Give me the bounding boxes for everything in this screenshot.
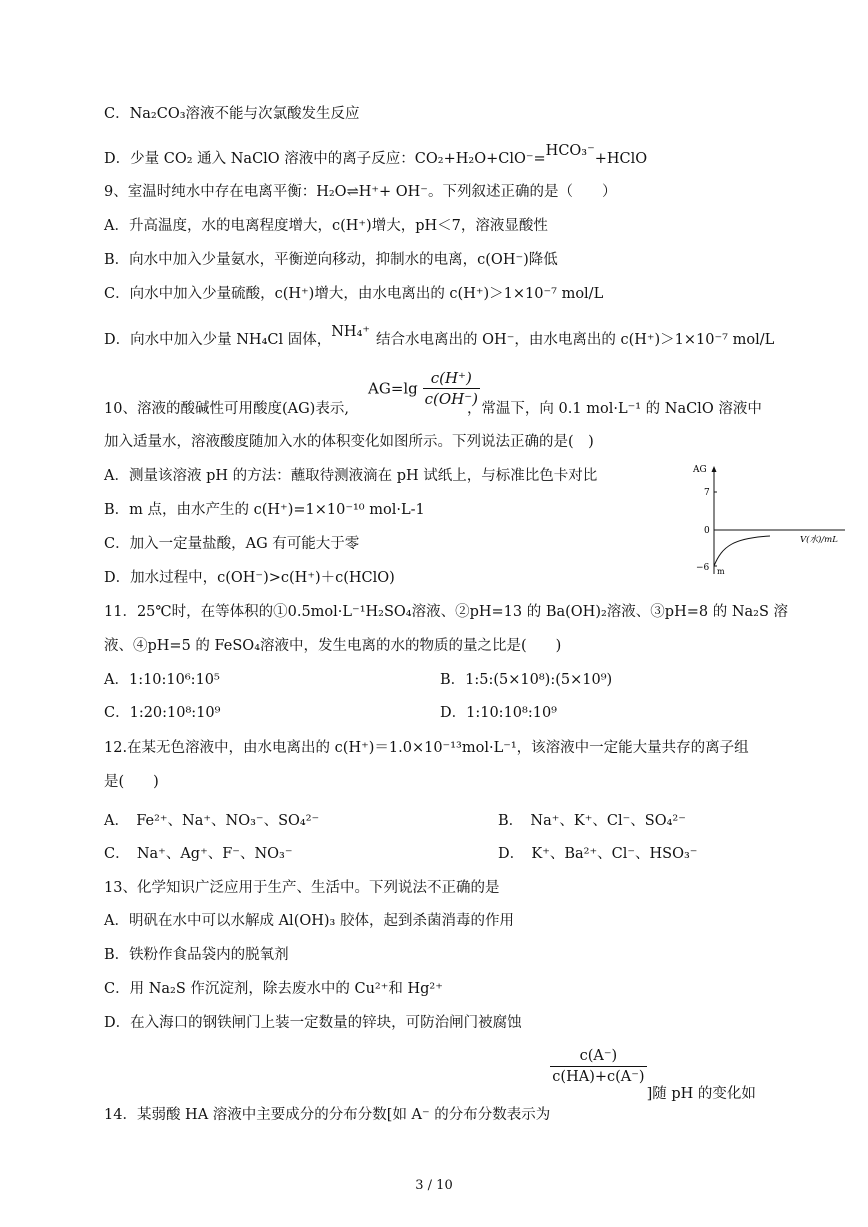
y-tick-label-neg6: −6: [696, 563, 710, 573]
question-10-line1: [104, 399, 762, 419]
option-8d: [104, 143, 648, 169]
question-9-option-c: C．向水中加入少量硫酸，c(H⁺)增大，由水电离出的 c(H⁺)＞1×10⁻⁷ mol/L: [104, 286, 604, 302]
question-13-option-b: B．铁粉作食品袋内的脱氧剂: [104, 947, 289, 963]
question-12-line2: 是( ): [104, 774, 159, 790]
question-10-line2: 加入适量水，溶液酸度随加入水的体积变化如图所示。下列说法正确的是( ): [104, 434, 594, 450]
question-10-option-a: A．测量该溶液 pH 的方法：蘸取待测液滴在 pH 试纸上，与标准比色卡对比: [104, 468, 598, 484]
y-tick-label-7: 7: [704, 488, 710, 498]
ag-numerator: c(H⁺): [423, 368, 480, 389]
question-10-option-c: C．加入一定量盐酸，AG 有可能大于零: [104, 536, 360, 552]
question-12-option-d: D． K⁺、Ba²⁺、Cl⁻、HSO₃⁻: [498, 846, 698, 862]
point-m-label: m: [717, 567, 725, 576]
question-12-option-c: C． Na⁺、Ag⁺、F⁻、NO₃⁻: [104, 846, 293, 862]
question-12-option-b: B． Na⁺、K⁺、Cl⁻、SO₄²⁻: [498, 813, 686, 829]
question-13-option-d: D．在入海口的钢铁闸门上装一定数量的锌块，可防治闸门被腐蚀: [104, 1015, 522, 1031]
question-9-option-a: A．升高温度，水的电离程度增大，c(H⁺)增大，pH＜7，溶液显酸性: [104, 218, 548, 234]
question-9-option-d-b: 结合水电离出的 OH⁻，由水电离出的 c(H⁺)＞1×10⁻⁷ mol/L: [376, 332, 775, 348]
distribution-denominator: c(HA)+c(A⁻): [552, 1069, 645, 1085]
question-11-option-a: A．1:10:10⁶:10⁵: [104, 672, 220, 688]
question-11-option-d: D．1:10:10⁸:10⁹: [440, 705, 557, 721]
ag-denominator: c(OH⁻): [424, 390, 478, 408]
option-8d-text: D．少量 CO₂ 通入 NaClO 溶液中的离子反应：CO₂+H₂O+ClO⁻=: [104, 151, 546, 167]
question-14: [104, 1046, 756, 1123]
question-13: 13、化学知识广泛应用于生产、生活中。下列说法不正确的是: [104, 880, 500, 896]
distribution-fraction: [550, 1046, 646, 1087]
question-9: 9、室温时纯水中存在电离平衡：H₂O⇌H⁺+ OH⁻。下列叙述正确的是（ ）: [104, 184, 617, 200]
question-9-option-d-a: D．向水中加入少量 NH₄Cl 固体，: [104, 332, 332, 348]
question-14-tail: ]随 pH 的变化如: [646, 1086, 756, 1102]
ag-volume-figure: [690, 462, 855, 587]
question-10-option-b: B．m 点，由水产生的 c(H⁺)=1×10⁻¹⁰ mol·L-1: [104, 502, 425, 518]
x-axis-label: V(水)/mL: [800, 535, 838, 545]
question-12-line1: 12.在某无色溶液中，由水电离出的 c(H⁺)＝1.0×10⁻¹³mol·L⁻¹，该溶液中一定能大量共存的离子组: [104, 740, 749, 756]
page-number: 3 / 10: [415, 1178, 453, 1193]
option-8d-tail: +HClO: [594, 151, 648, 167]
question-10-option-d: D．加水过程中，c(OH⁻)>c(H⁺)＋c(HClO): [104, 570, 395, 586]
y-axis-label: AG: [693, 465, 707, 475]
option-9c-prev: C．Na₂CO₃溶液不能与次氯酸发生反应: [104, 106, 360, 122]
y-axis-arrow: [712, 466, 717, 472]
question-9-option-d: [104, 324, 775, 350]
nh4-ion: NH₄⁺: [331, 324, 371, 340]
question-12-option-a: A． Fe²⁺、Na⁺、NO₃⁻、SO₄²⁻: [104, 813, 320, 829]
question-9-option-b: B．向水中加入少量氨水，平衡逆向移动，抑制水的电离，c(OH⁻)降低: [104, 252, 558, 268]
question-11-option-b: B．1:5:(5×10⁸):(5×10⁹): [440, 672, 613, 688]
ag-label: AG=lg: [368, 379, 418, 398]
question-11-option-c: C．1:20:10⁸:10⁹: [104, 705, 221, 721]
question-13-option-a: A．明矾在水中可以水解成 Al(OH)₃ 胶体，起到杀菌消毒的作用: [104, 913, 514, 929]
y-tick-label-0: 0: [704, 526, 710, 536]
question-10-tail: ，常温下，向 0.1 mol·L⁻¹ 的 NaClO 溶液中: [466, 401, 762, 417]
ag-curve: [714, 536, 770, 566]
question-13-option-c: C．用 Na₂S 作沉淀剂，除去废水中的 Cu²⁺和 Hg²⁺: [104, 981, 443, 997]
question-11-line2: 液、④pH=5 的 FeSO₄溶液中，发生电离的水的物质的量之比是( ): [104, 638, 562, 654]
question-10-lead: 10、溶液的酸碱性可用酸度(AG)表示,: [104, 401, 349, 417]
question-14-lead: 14．某弱酸 HA 溶液中主要成分的分布分数[如 A⁻ 的分布分数表示为: [104, 1107, 551, 1123]
distribution-numerator: c(A⁻): [550, 1046, 646, 1067]
question-11-line1: 11．25℃时，在等体积的①0.5mol·L⁻¹H₂SO₄溶液、②pH=13 的 Ba(OH)₂溶液、③pH=8 的 Na₂S 溶: [104, 604, 789, 620]
hco3-ion: HCO₃⁻: [545, 143, 595, 159]
